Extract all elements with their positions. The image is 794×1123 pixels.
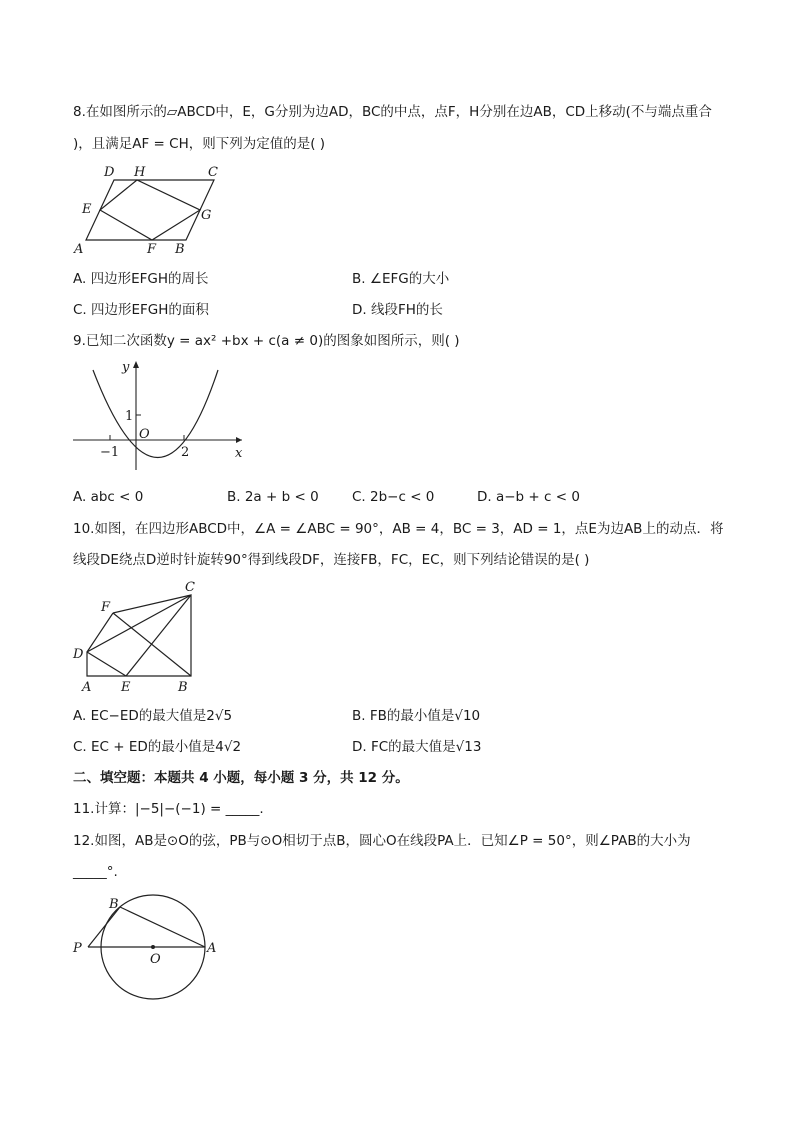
q9-label-one: 1 [125, 409, 134, 424]
q12-label-p: P [73, 941, 82, 956]
q8-stem-line1: 8.在如图所示的▱ABCD中，E，G分别为边AD，BC的中点，点F，H分别在边AB，CD上移动(不与端点重合 [73, 104, 712, 120]
q10-option-a: A. EC−ED的最大值是2√5 [73, 708, 233, 724]
q10-label-a: A [82, 680, 92, 695]
q11-stem: 11.计算：|−5|−(−1) = _____. [73, 801, 264, 817]
q8-label-d: D [104, 165, 115, 180]
q12-stem-line1: 12.如图，AB是⊙O的弦，PB与⊙O相切于点B，圆心O在线段PA上．已知∠P = 50°，则∠PAB的大小为 [73, 833, 691, 849]
q9-label-y: y [122, 360, 130, 375]
q10-label-f: F [101, 600, 111, 615]
q9-option-d: D. a−b + c < 0 [477, 489, 580, 505]
q12-label-o: O [150, 952, 161, 967]
q8-parallelogram-figure [70, 160, 230, 260]
q9-parabola-figure [70, 355, 250, 475]
q8-label-a: A [74, 242, 84, 257]
q10-stem-line1: 10.如图，在四边形ABCD中，∠A = ∠ABC = 90°，AB = 4，BC = 3，AD = 1，点E为边AB上的动点．将 [73, 521, 724, 537]
q9-option-a: A. abc < 0 [73, 489, 144, 505]
q10-quadrilateral-figure [70, 576, 210, 696]
q8-label-f: F [147, 242, 157, 257]
q8-label-h: H [134, 165, 146, 180]
q8-label-g: G [201, 208, 212, 223]
q10-stem-line2: 线段DE绕点D逆时针旋转90°得到线段DF，连接FB，FC，EC，则下列结论错误的是( ) [73, 552, 590, 568]
q8-label-e: E [82, 202, 92, 217]
q9-label-neg-one: −1 [100, 445, 120, 460]
q8-stem-line2: )，且满足AF = CH，则下列为定值的是( ) [73, 136, 326, 152]
q9-label-origin: O [139, 427, 150, 442]
q8-option-d: D. 线段FH的长 [352, 302, 443, 318]
q10-option-d: D. FC的最大值是√13 [352, 739, 482, 755]
q10-label-b: B [178, 680, 188, 695]
q8-label-b: B [175, 242, 185, 257]
q8-option-b: B. ∠EFG的大小 [352, 271, 450, 287]
q12-circle-figure [70, 893, 230, 1005]
q10-option-c: C. EC + ED的最小值是4√2 [73, 739, 242, 755]
section-heading-fill-in: 二、填空题：本题共 4 小题，每小题 3 分，共 12 分。 [73, 770, 409, 786]
q8-option-c: C. 四边形EFGH的面积 [73, 302, 209, 318]
q10-option-b: B. FB的最小值是√10 [352, 708, 481, 724]
q9-option-b: B. 2a + b < 0 [227, 489, 319, 505]
q12-label-b: B [109, 897, 119, 912]
q12-label-a: A [207, 941, 217, 956]
q9-option-c: C. 2b−c < 0 [352, 489, 435, 505]
q12-stem-line2: _____°. [73, 864, 118, 880]
q10-label-c: C [185, 580, 195, 595]
q8-label-c: C [208, 165, 218, 180]
q9-label-two: 2 [181, 445, 190, 460]
q8-option-a: A. 四边形EFGH的周长 [73, 271, 209, 287]
q10-label-d: D [73, 647, 84, 662]
q9-stem: 9.已知二次函数y = ax² +bx + c(a ≠ 0)的图象如图所示，则( ) [73, 333, 460, 349]
q10-label-e: E [121, 680, 131, 695]
q9-label-x: x [235, 446, 243, 461]
